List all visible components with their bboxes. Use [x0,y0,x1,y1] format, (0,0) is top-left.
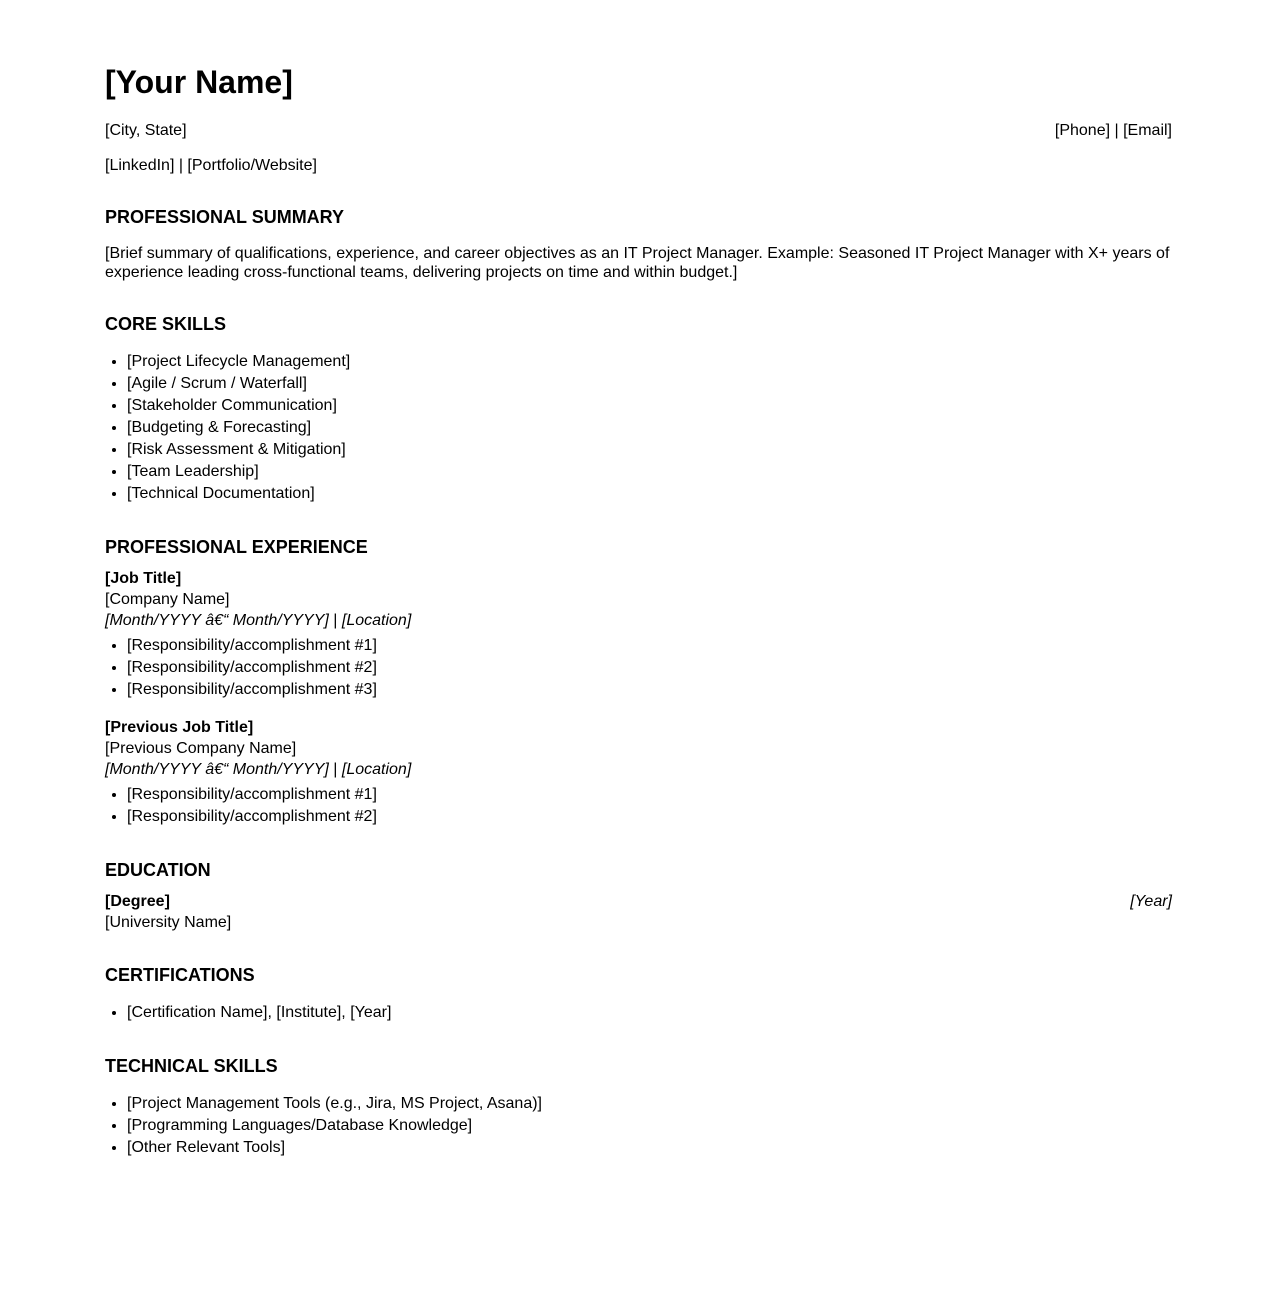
job-location: [Location] [341,761,412,778]
resume-name: [Your Name] [105,64,293,100]
skill-item: • [Risk Assessment & Mitigation] [127,439,1172,461]
job-bullets [105,784,1172,828]
education-degree-row [105,891,1172,912]
core-skills-title: CORE SKILLS [105,314,227,334]
experience-title: PROFESSIONAL EXPERIENCE [105,537,368,557]
section-certifications [105,965,1172,1024]
skill-item: • [Stakeholder Communication] [127,395,1172,417]
job-bullet: • [Responsibility/accomplishment #2] [127,657,1172,679]
separator: | [333,612,338,629]
technical-skill-item: • [Project Management Tools (e.g., Jira, MS Project, Asana)] [127,1093,1172,1115]
job-bullet: • [Responsibility/accomplishment #1] [127,784,1172,806]
education-university: [University Name] [105,914,232,931]
section-education [105,860,1172,933]
skill-item: • [Budgeting & Forecasting] [127,417,1172,439]
certifications-list [105,1002,1172,1024]
phone-email: [Phone] | [Email] [1054,122,1172,139]
section-professional-experience [105,537,1172,828]
contact-row [105,121,1172,140]
section-professional-summary [105,207,1172,282]
summary-body: [Brief summary of qualifications, experience, and career objectives as an IT Project Manager. Example: Seasoned IT Project Manager with X+ years of experience leading cross-functional teams, delivering projects on time and within budget.] [105,245,1170,281]
job-location: [Location] [341,612,412,629]
technical-skills-list [105,1093,1172,1159]
job-company: [Previous Company Name] [105,740,297,757]
job-bullets [105,635,1172,701]
skill-item: • [Project Lifecycle Management] [127,351,1172,373]
skill-item: • [Agile / Scrum / Waterfall] [127,373,1172,395]
skill-item: • [Team Leadership] [127,461,1172,483]
job-date-line [105,612,411,629]
technical-skills-title: TECHNICAL SKILLS [105,1056,278,1076]
technical-skill-item: • [Other Relevant Tools] [127,1137,1172,1159]
links-line: [LinkedIn] | [Portfolio/Website] [105,157,317,174]
certifications-title: CERTIFICATIONS [105,965,255,985]
education-degree: [Degree] [105,893,170,910]
technical-skill-item: • [Programming Languages/Database Knowledge] [127,1115,1172,1137]
city-state: [City, State] [105,122,187,139]
job-company: [Company Name] [105,591,230,608]
education-year: [Year] [1130,893,1172,910]
skill-item: • [Technical Documentation] [127,483,1172,505]
job-header [105,717,1172,780]
job-bullet: • [Responsibility/accomplishment #2] [127,806,1172,828]
job-bullet: • [Responsibility/accomplishment #3] [127,679,1172,701]
summary-title: PROFESSIONAL SUMMARY [105,207,345,227]
job-dates: [Month/YYYY â€“ Month/YYYY] [105,761,329,778]
separator: | [333,761,338,778]
education-title: EDUCATION [105,860,211,880]
job-entry [105,717,1172,828]
job-entry [105,568,1172,701]
job-dates: [Month/YYYY â€“ Month/YYYY] [105,612,329,629]
job-date-line [105,761,411,778]
job-bullet: • [Responsibility/accomplishment #1] [127,635,1172,657]
section-core-skills [105,314,1172,505]
job-title: [Job Title] [105,570,182,587]
certification-item: • [Certification Name], [Institute], [Year] [127,1002,1172,1024]
job-header [105,568,1172,631]
job-title: [Previous Job Title] [105,719,254,736]
section-technical-skills [105,1056,1172,1159]
core-skills-list [105,351,1172,505]
